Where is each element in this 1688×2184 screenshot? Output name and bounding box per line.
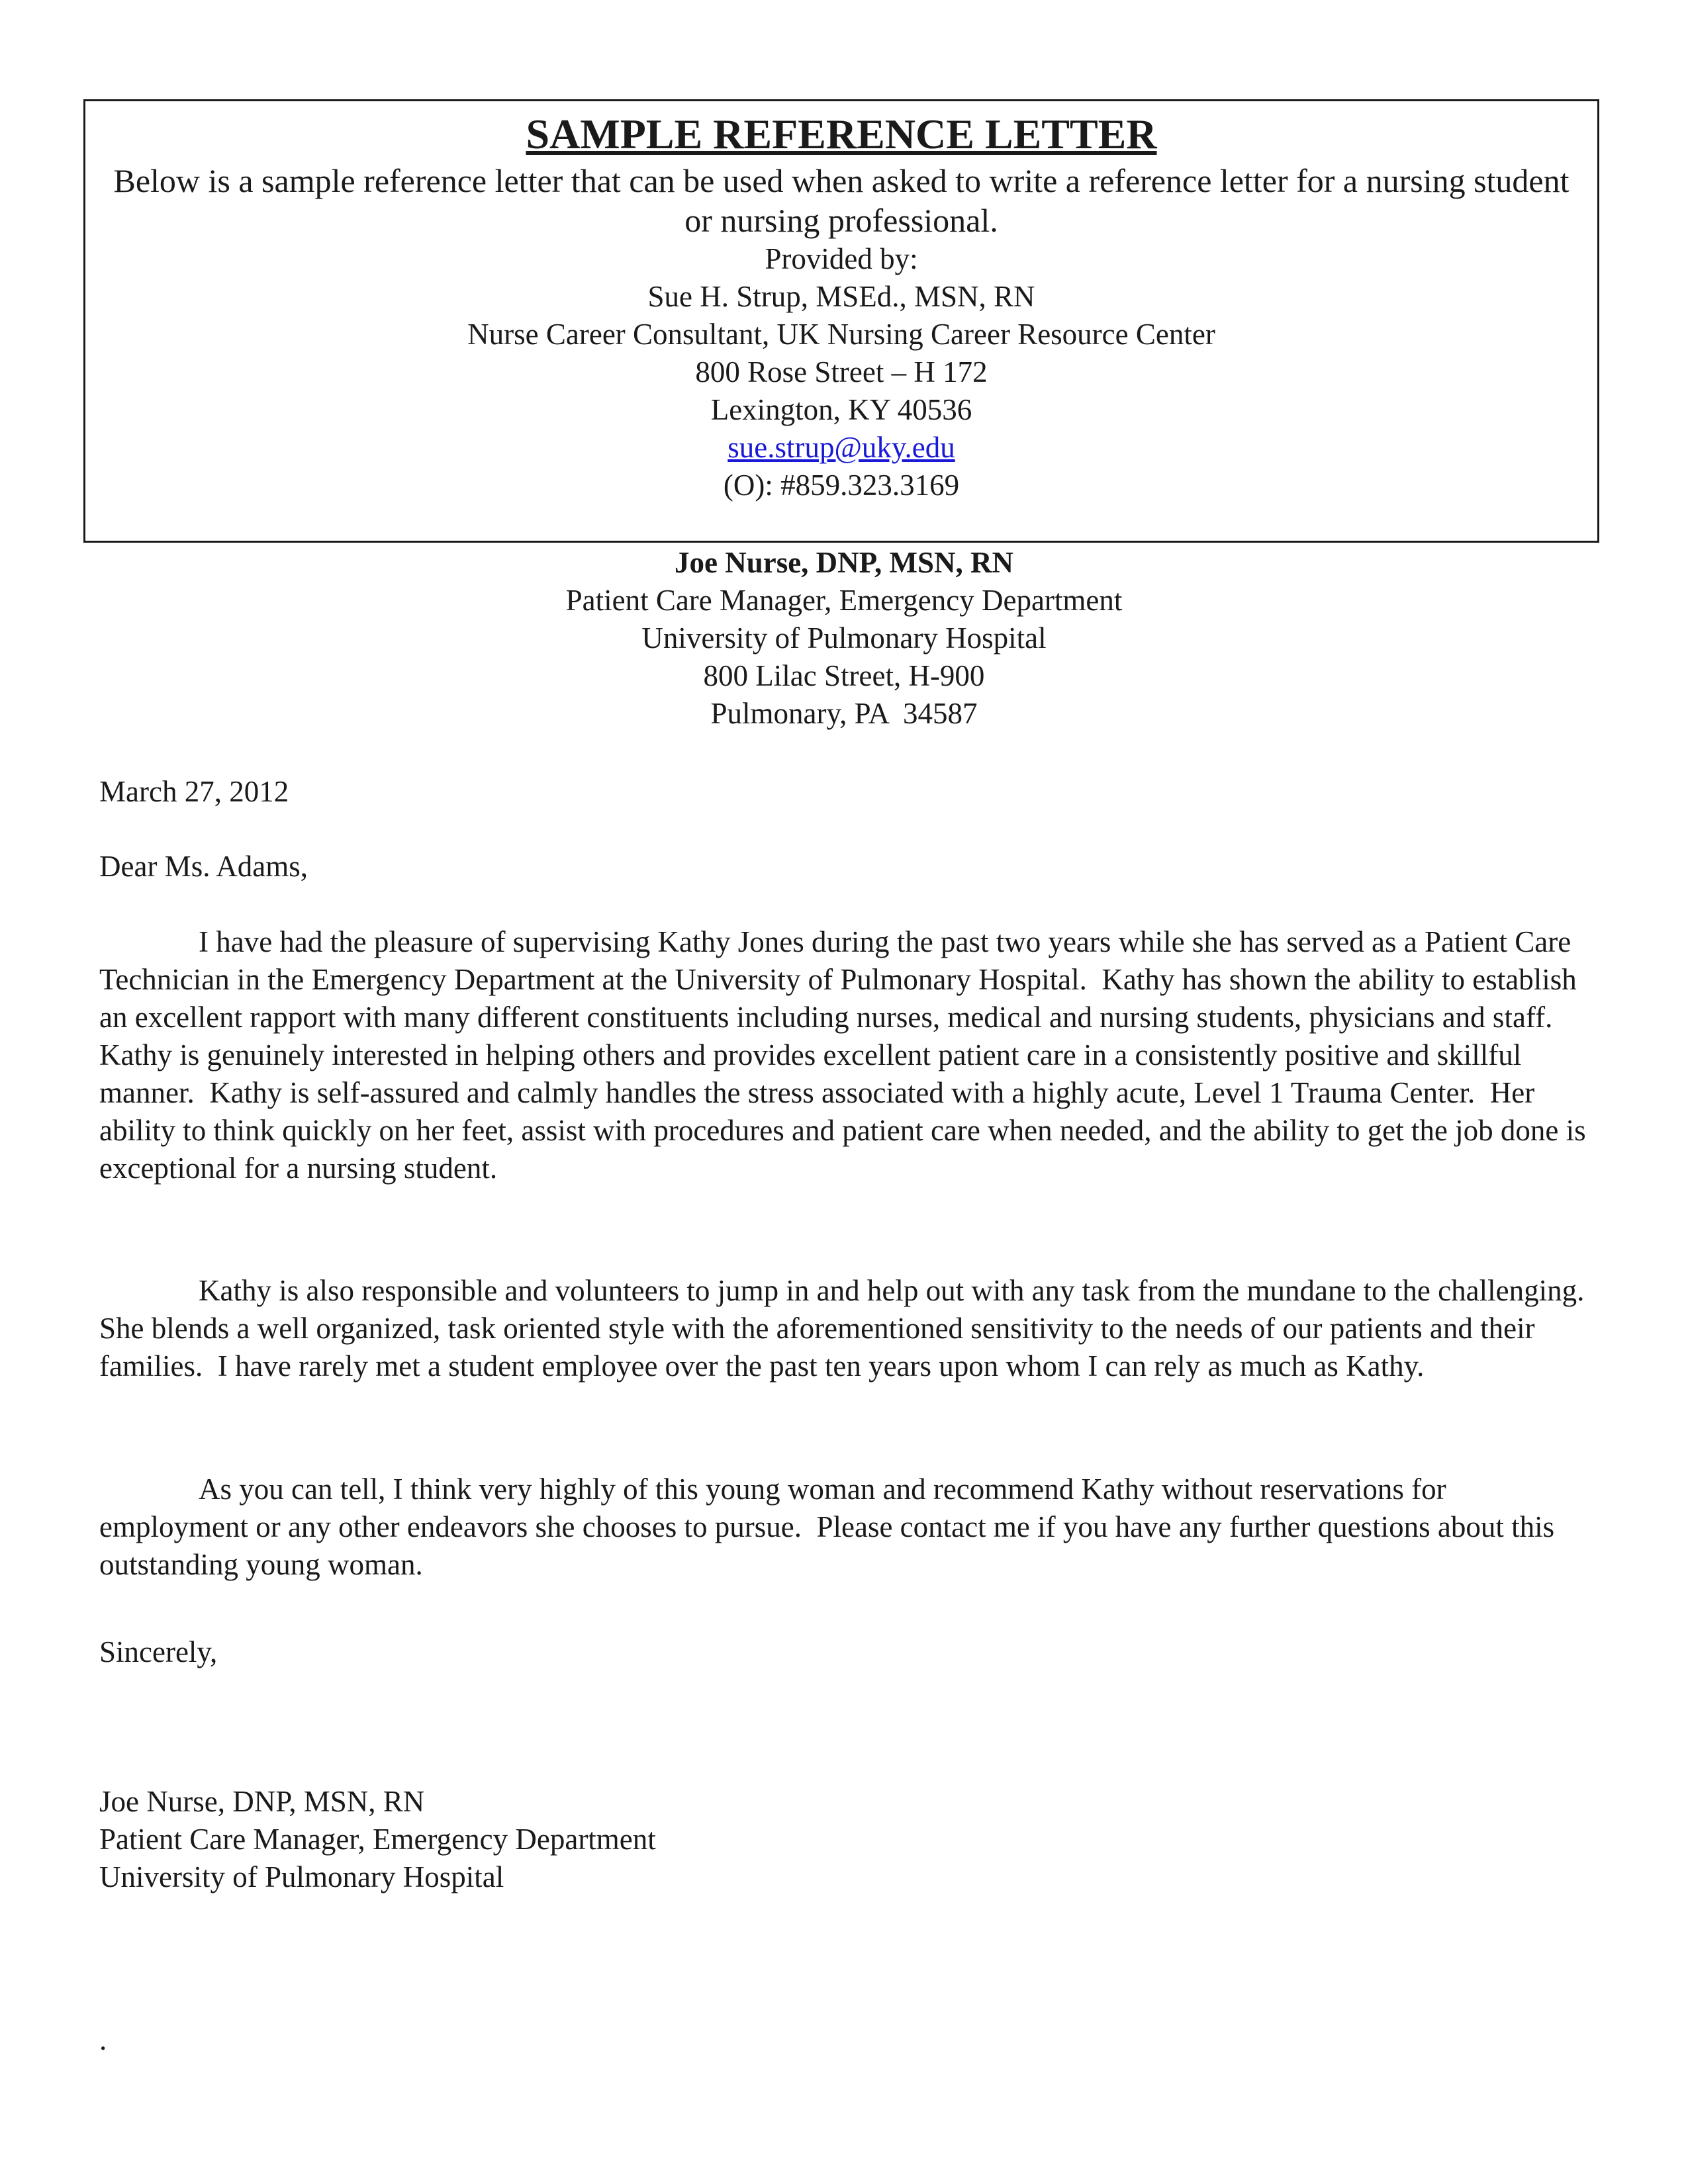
letter-date: March 27, 2012 [99, 775, 289, 808]
signature-name: Joe Nurse, DNP, MSN, RN [99, 1785, 425, 1818]
consultant-name: Sue H. Strup, MSEd., MSN, RN [647, 280, 1035, 313]
header-box [83, 99, 1599, 543]
footer-mark: . [99, 2023, 107, 2056]
email-link[interactable]: sue.strup@uky.edu [727, 431, 955, 464]
sender-city: Pulmonary, PA 34587 [710, 697, 978, 730]
sender-street: 800 Lilac Street, H-900 [703, 659, 985, 692]
letter-paragraph: I have had the pleasure of supervising Kathy Jones during the past two years while she has served as a Patient Care Technician in the Emergency Department at the University of Pulmonary Hospital. Kathy has shown the ability to establish an excellent rapport with many different constituents including nurses, medical and nursing students, physicians and staff. Kathy is genuinely interested in helping others and provides excellent patient care in a consistently positive and skillful manner. Kathy is self-assured and calmly handles the stress associated with a highly acute, Level 1 Trauma Center. Her ability to think quickly on her feet, assist with procedures and patient care when needed, and the ability to get the job done is exceptional for a nursing student. [99, 925, 1593, 1185]
letter-salutation: Dear Ms. Adams, [99, 850, 308, 883]
signature-organization: University of Pulmonary Hospital [99, 1860, 504, 1893]
sender-name: Joe Nurse, DNP, MSN, RN [674, 546, 1014, 579]
signature-title: Patient Care Manager, Emergency Department [99, 1823, 656, 1856]
sender-organization: University of Pulmonary Hospital [641, 621, 1047, 655]
consultant-city: Lexington, KY 40536 [710, 393, 972, 426]
letter-paragraph: As you can tell, I think very highly of this young woman and recommend Kathy without reservations for employment or any other endeavors she chooses to pursue. Please contact me if you have any further questions about this outstanding young woman. [99, 1473, 1562, 1581]
consultant-street: 800 Rose Street – H 172 [695, 355, 988, 388]
page-title: SAMPLE REFERENCE LETTER [526, 111, 1157, 158]
sender-block [0, 544, 1688, 733]
intro-text: Below is a sample reference letter that can be used when asked to write a reference letter for a nursing student or nursing professional. [113, 162, 1570, 239]
provided-by-label: Provided by: [765, 242, 918, 275]
consultant-position: Nurse Career Consultant, UK Nursing Career Resource Center [467, 318, 1215, 351]
sender-title: Patient Care Manager, Emergency Department [565, 584, 1123, 617]
signature-block [99, 1783, 656, 1896]
letter-closing: Sincerely, [99, 1635, 218, 1668]
letter-paragraph: Kathy is also responsible and volunteers to jump in and help out with any task from the mundane to the challenging. She blends a well organized, task oriented style with the aforementioned sensitivity to the needs of our patients and their families. I have rarely met a student employee over the past ten years upon whom I can rely as much as Kathy. [99, 1274, 1592, 1383]
consultant-phone: (O): #859.323.3169 [723, 469, 960, 502]
